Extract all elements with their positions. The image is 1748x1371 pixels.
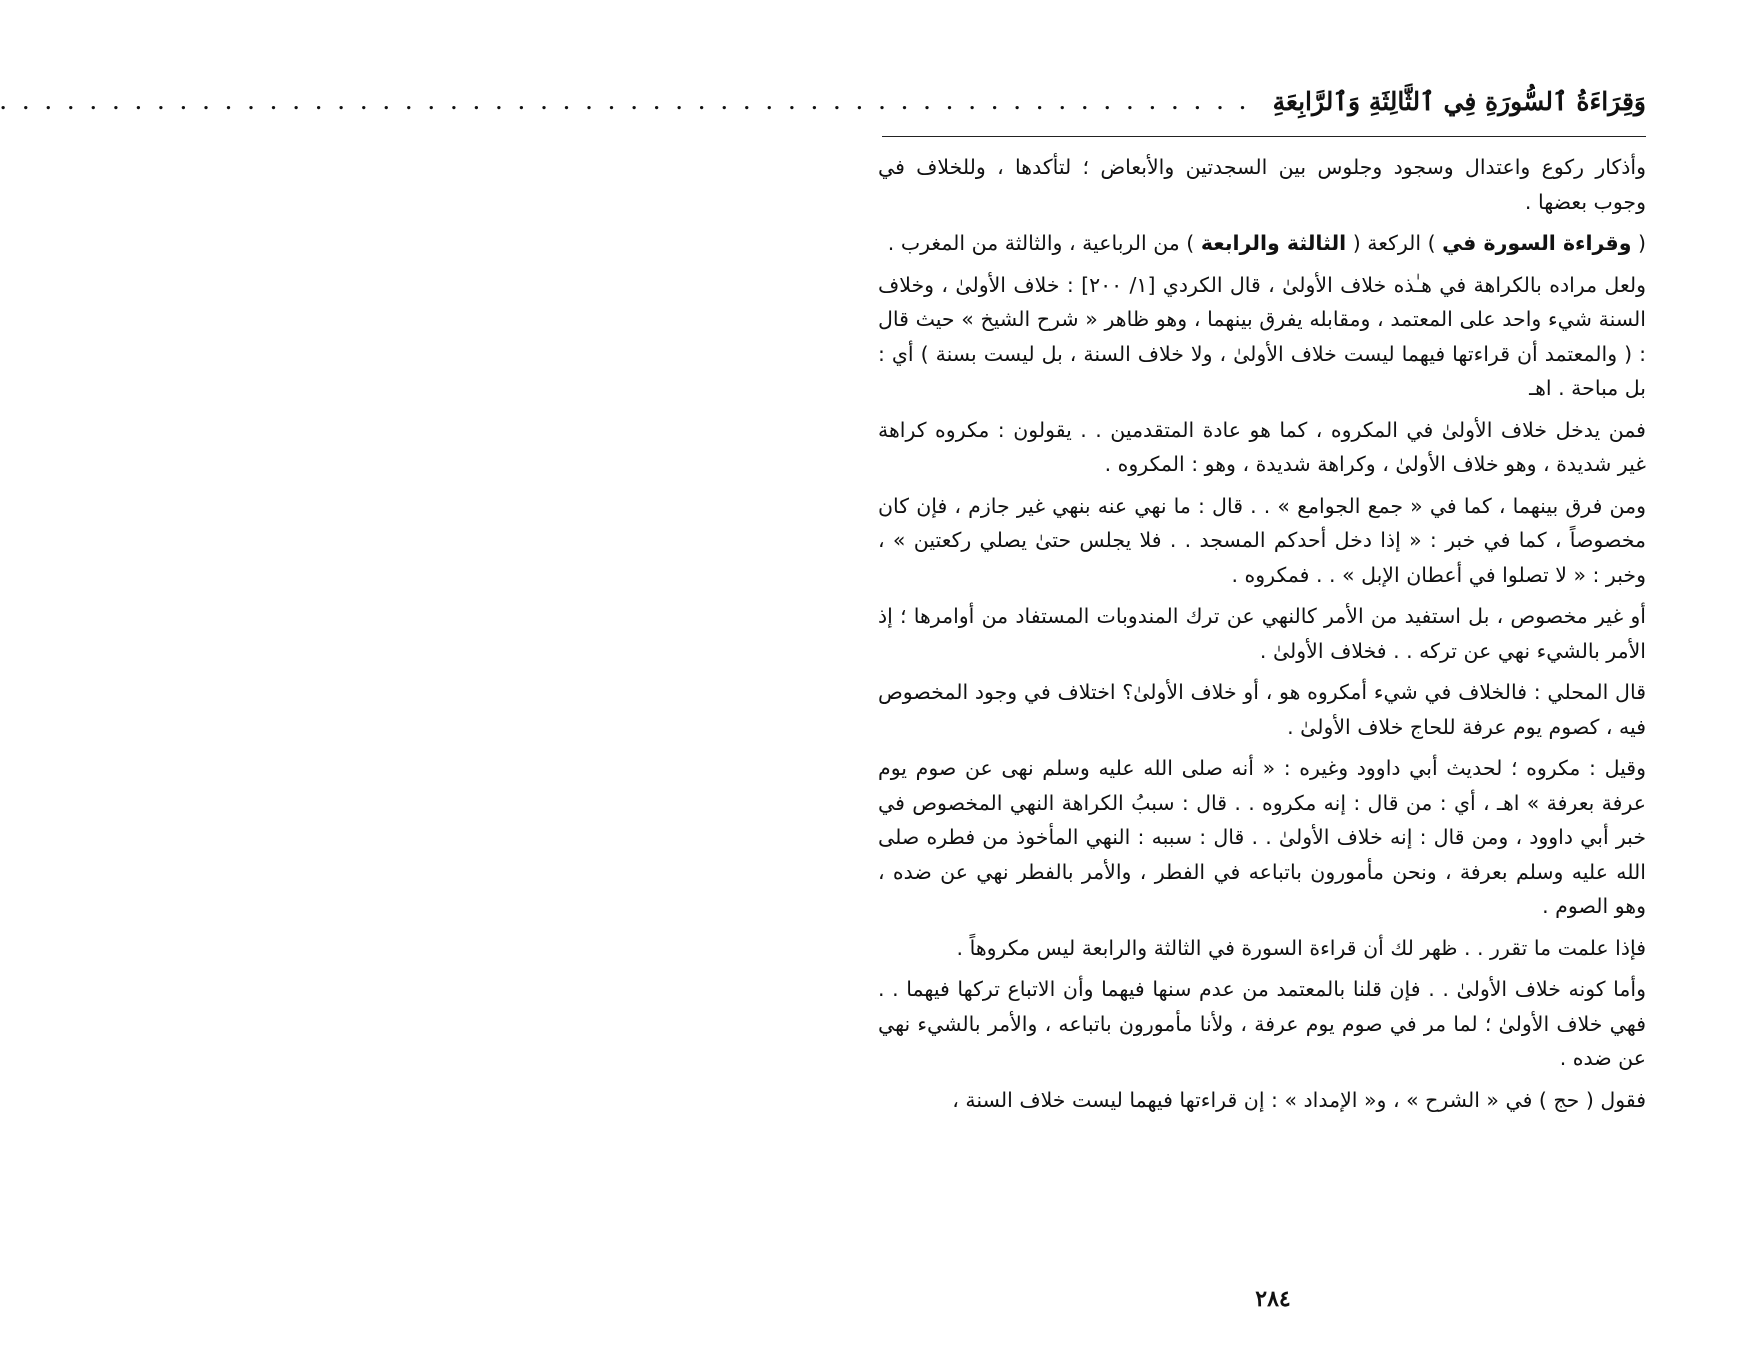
matn-open-paren: ( [1631,231,1646,255]
matn-text-2: الثالثة والرابعة [1200,231,1347,255]
header-divider [882,136,1646,137]
page-number: ٢٨٤ [1255,1286,1291,1312]
commentary-text-2: ) من الرباعية ، والثالثة من المغرب . [887,231,1201,255]
paragraph-7: قال المحلي : فالخلاف في شيء أمكروه هو ، أو خلاف الأولىٰ؟ اختلاف في وجود المخصوص فيه ، كصوم يوم عرفة للحاج خلاف الأولىٰ . [878,680,1646,739]
paragraph-3: ولعل مراده بالكراهة في هـٰذه خلاف الأولىٰ ، قال الكردي [١/ ٢٠٠] : خلاف الأولىٰ ، وخلاف السنة شيء واحد على المعتمد ، ومقابله يفرق بينهما ، وهو ظاهر « شرح الشيخ » حيث قال : ( والمعتمد أن قراءتها فيهما ليست خلاف الأولىٰ ، ولا خلاف السنة ، بل ليست بسنة ) أي : بل مباحة . اهـ [878,272,1646,400]
paragraph-6: أو غير مخصوص ، بل استفيد من الأمر كالنهي عن ترك المندوبات المستفاد من أوامرها ؛ إذ الأمر بالشيء نهي عن تركه . . فخلاف الأولىٰ . [878,604,1646,663]
commentary-text-1: ) الركعة ( [1346,231,1443,255]
running-header-title: وَقِرَاءَةُ ٱلسُّورَةِ فِي ٱلثَّالِثَةِ وَٱلرَّابِعَةِ [1272,87,1646,116]
paragraph-4: فمن يدخل خلاف الأولىٰ في المكروه ، كما هو عادة المتقدمين . . يقولون : مكروه كراهة غير شديدة ، وهو خلاف الأولىٰ ، وكراهة شديدة ، وهو : المكروه . [878,417,1646,476]
page-body [878,150,1646,1240]
matn-text-1: وقراءة السورة في [1442,231,1632,255]
paragraph-8: وقيل : مكروه ؛ لحديث أبي داوود وغيره : « أنه صلى الله عليه وسلم نهى عن صوم يوم عرفة بعرفة » اهـ ، أي : من قال : إنه مكروه . . قال : سببُ الكراهة النهي المخصوص في خبر أبي داوود ، ومن قال : إنه خلاف الأولىٰ . . قال : سببه : النهي المأخوذ من فطره صلى الله عليه وسلم بعرفة ، ونحن مأمورون باتباعه في الفطر ، والأمر بالفطر نهي عن ضده ، وهو الصوم . [878,756,1646,918]
header-leader-dots: . . . . . . . . . . . . . . . . . . . . . . . . . . . . . . . . . . . . . . . . . . . . . . . . . . . . . . . . [0,93,1251,114]
paragraph-9: فإذا علمت ما تقرر . . ظهر لك أن قراءة السورة في الثالثة والرابعة ليس مكروهاً . [956,935,1646,960]
paragraph-11: فقول ( حج ) في « الشرح » ، و« الإمداد » : إن قراءتها فيهما ليست خلاف السنة ، [952,1087,1646,1112]
paragraph-10: وأما كونه خلاف الأولىٰ . . فإن قلنا بالمعتمد من عدم سنها فيهما وأن الاتباع تركها فيهما . . فهي خلاف الأولىٰ ؛ لما مر في صوم يوم عرفة ، ولأنا مأمورون باتباعه ، والأمر بالشيء نهي عن ضده . [878,977,1646,1070]
paragraph-5: ومن فرق بينهما ، كما في « جمع الجوامع » . . قال : ما نهي عنه بنهي غير جازم ، فإن كان مخصوصاً ، كما في خبر : « إذا دخل أحدكم المسجد . . فلا يجلس حتىٰ يصلي ركعتين » ، وخبر : « لا تصلوا في أعطان الإبل » . . فمكروه . [878,493,1646,587]
paragraph-1: وأذكار ركوع واعتدال وسجود وجلوس بين السجدتين والأبعاض ؛ لتأكدها ، وللخلاف في وجوب بعضها . [878,155,1646,214]
paragraph-2-matn [878,226,1646,261]
running-header [0,74,1646,118]
